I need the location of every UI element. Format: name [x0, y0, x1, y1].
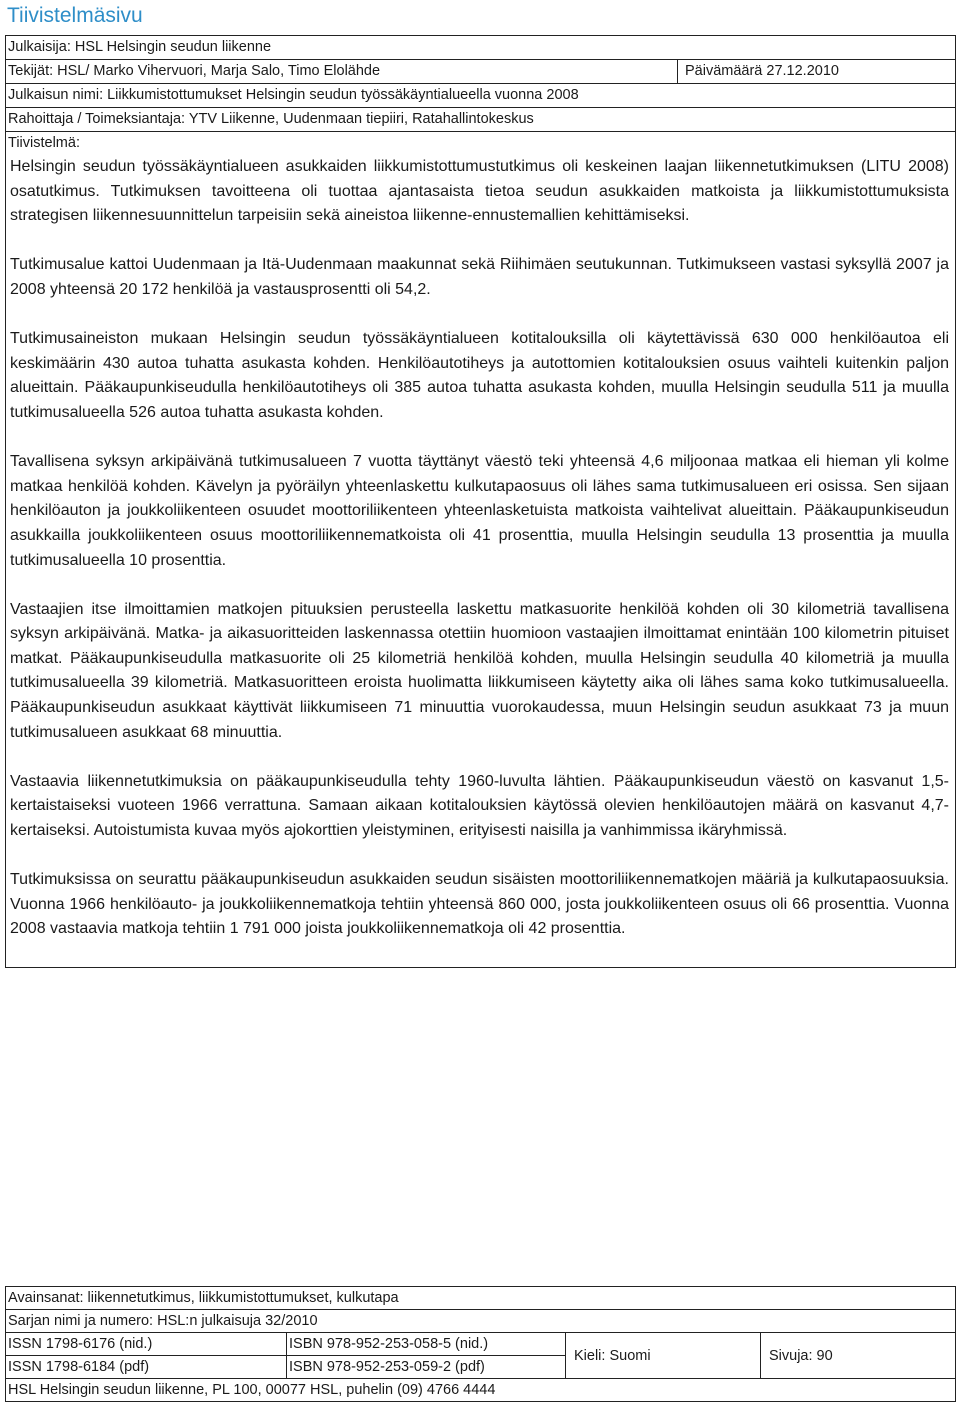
summary-paragraph: Vastaavia liikennetutkimuksia on pääkaupunkiseudulla tehty 1960-luvulta lähtien. Pääkaupunkiseudun väestö on kasvanut 1,5-kertaistaiseksi vuoteen 1966 verrattuna. Samaan aikaan kotitalouksien käytössä olevien henkilöautojen määrä on kasvanut 4,7-kertaiseksi. Autoistumista kuvaa myös ajokorttien yleistyminen, erityisesti naisilla ja vanhimmissa ikäryhmissä. [10, 772, 949, 840]
contact: HSL Helsingin seudun liikenne, PL 100, 00077 HSL, puhelin (09) 4766 4444 [8, 1382, 496, 1398]
funder-row [6, 108, 955, 132]
publisher: Julkaisija: HSL Helsingin seudun liikenne [8, 39, 272, 55]
issn-column [6, 1333, 287, 1378]
isbn-pdf: ISBN 978-952-253-059-2 (pdf) [289, 1359, 485, 1375]
keywords-row [6, 1287, 955, 1310]
identifier-grid [6, 1333, 955, 1379]
summary-text [8, 155, 951, 942]
summary-paragraph: Tutkimusaineiston mukaan Helsingin seudun työssäkäyntialueen kotitalouksilla oli käytettävissä 630 000 henkilöautoa eli keskimäärin 430 autoa tuhatta asukasta kohden. Henkilöautotiheys ja autottomien kotitalouksien osuus vaihteli kuitenkin paljon alueittain. Pääkaupunkiseudulla henkilöautotiheys oli 385 autoa tuhatta asukasta kohden, muulla Helsingin seudulla 511 ja muulla tutkimusalueella 526 autoa tuhatta asukasta kohden. [10, 330, 949, 421]
authors: Tekijät: HSL/ Marko Vihervuori, Marja Salo, Timo Elolähde [8, 63, 381, 79]
funder: Rahoittaja / Toimeksiantaja: YTV Liikenne, Uudenmaan tiepiiri, Ratahallintokeskus [8, 111, 534, 127]
authors-row [6, 60, 955, 84]
summary-paragraph: Tutkimuksissa on seurattu pääkaupunkiseudun asukkaiden seudun sisäisten moottoriliikennematkojen määriä ja kulkutapaosuuksia. Vuonna 1966 henkilöauto- ja joukkoliikennematkoja tehtiin yhteensä 860 000, josta joukkoliikenteen osuus oli 66 prosenttia. Vuonna 2008 vastaavia matkoja tehtiin 1 791 000 joista joukkoliikennematkoja oli 42 prosenttia. [10, 871, 949, 938]
isbn-column [287, 1333, 566, 1378]
page-title: Tiivistelmäsivu [7, 4, 143, 27]
summary-paragraph: Tavallisena syksyn arkipäivänä tutkimusalueen 7 vuotta täyttänyt väestö teki yhteensä 4,6 miljoonaa matkaa eli hieman yli kolme matkaa henkilöä kohden. Kävelyn ja pyöräilyn yhteenlaskettu kulkutapaosuus oli lähes sama tutkimusalueen eri osissa. Sen sijaan henkilöauton ja joukkoliikenteen osuudet moottoriliikenteen yhteenlasketuista matkoista vaihtelivat alueittain. Pääkaupunkiseudun asukkailla joukkoliikenteen osuus moottoriliikennematkoista oli 41 prosenttia, muulla Helsingin seudulla 13 prosenttia ja muulla tutkimusalueella 10 prosenttia. [10, 453, 949, 569]
publisher-row [6, 36, 955, 60]
summary-section [6, 132, 955, 942]
isbn-print: ISBN 978-952-253-058-5 (nid.) [287, 1333, 565, 1356]
publication-date: Päivämäärä 27.12.2010 [677, 60, 839, 83]
metadata-table [5, 35, 956, 968]
footer-table [5, 1286, 956, 1402]
publication-name-row [6, 84, 955, 108]
page-count: Sivuja: 90 [769, 1347, 833, 1364]
summary-label: Tiivistelmä: [8, 135, 80, 151]
language: Kieli: Suomi [566, 1333, 761, 1378]
contact-row [6, 1379, 955, 1401]
summary-paragraph: Tutkimusalue kattoi Uudenmaan ja Itä-Uudenmaan maakunnat sekä Riihimäen seutukunnan. Tutkimukseen vastasi syksyllä 2007 ja 2008 yhteensä 20 172 henkilöä ja vastausprosentti oli 54,2. [10, 256, 949, 298]
publication-name: Julkaisun nimi: Liikkumistottumukset Helsingin seudun työssäkäyntialueella vuonna 2008 [8, 87, 579, 103]
issn-print: ISSN 1798-6176 (nid.) [6, 1333, 286, 1356]
summary-paragraph: Helsingin seudun työssäkäyntialueen asukkaiden liikkumistottumustutkimus oli keskeinen laajan liikennetutkimuksen (LITU 2008) osatutkimus. Tutkimuksen tavoitteena oli tuottaa ajantasaista tietoa seudun asukkaiden matkoista ja liikkumistottumuksista strategisen liikennesuunnittelun tarpeisiin sekä aineistoa liikenne-ennustemallien kehittämiseksi. [10, 158, 949, 225]
summary-paragraph: Vastaajien itse ilmoittamien matkojen pituuksien perusteella laskettu matkasuorite henkilöä kohden oli 30 kilometriä tavallisena syksyn arkipäivänä. Matka- ja aikasuoritteiden laskennassa otettiin huomioon vastaajien ilmoittamat enintään 100 kilometrin pituiset matkat. Pääkaupunkiseudulla matkasuorite oli 25 kilometriä henkilöä kohden, muulla Helsingin seudulla 40 kilometriä ja muulla tutkimusalueella 39 kilometriä. Matkasuoritteen eroista huolimatta liikkumiseen käytetty aika oli lähes sama koko tutkimusalueella. Pääkaupunkiseudun asukkaat käyttivät liikkumiseen 71 minuuttia vuorokaudessa, muun Helsingin seudun asukkaat 73 ja muun tutkimusalueen asukkaat 68 minuuttia. [10, 600, 949, 741]
series: Sarjan nimi ja numero: HSL:n julkaisuja 32/2010 [8, 1313, 318, 1329]
issn-pdf: ISSN 1798-6184 (pdf) [8, 1359, 150, 1375]
series-row [6, 1310, 955, 1333]
keywords: Avainsanat: liikennetutkimus, liikkumistottumukset, kulkutapa [8, 1290, 399, 1306]
